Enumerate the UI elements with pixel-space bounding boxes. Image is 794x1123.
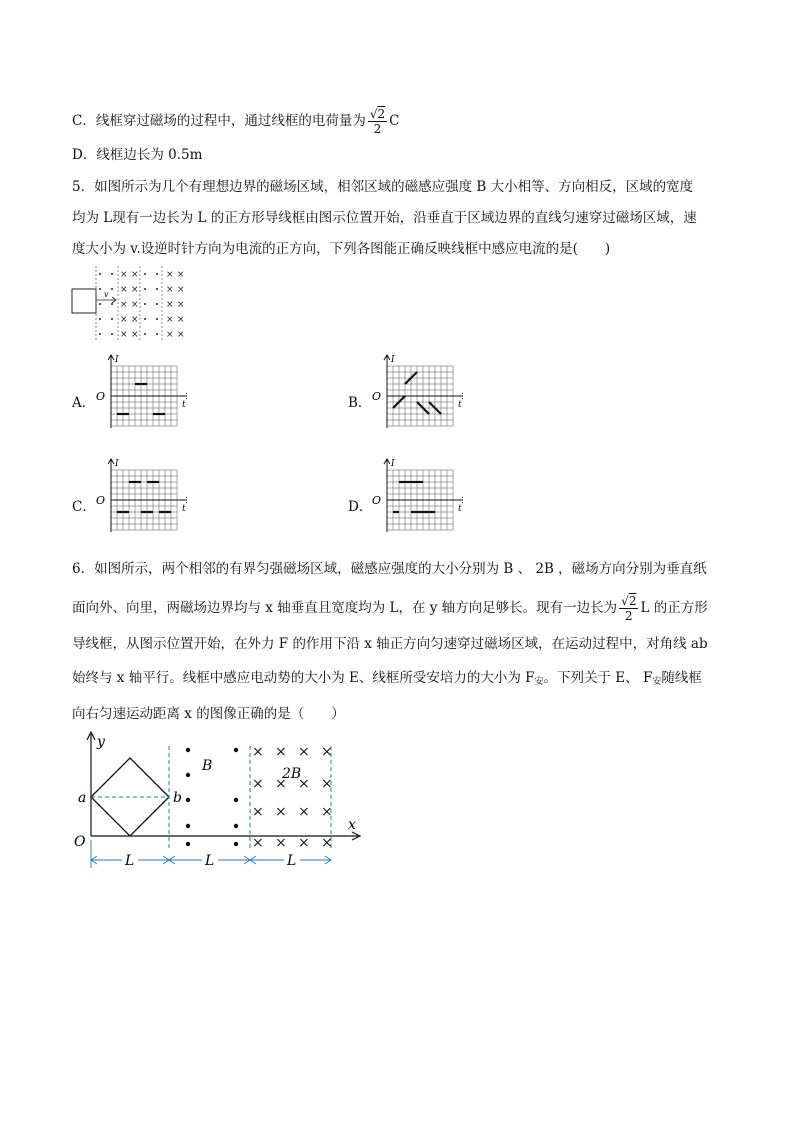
- option-c-label[interactable]: C．: [72, 499, 96, 515]
- fraction-denominator: 2: [373, 122, 382, 136]
- field-cross: ×: [120, 330, 128, 340]
- option-b-label[interactable]: B．: [348, 395, 372, 411]
- field-cross: ×: [177, 300, 185, 310]
- field-dot: [144, 318, 146, 320]
- field-dot: [99, 303, 101, 305]
- field-dot: [99, 318, 101, 320]
- t-axis-label: t: [182, 504, 186, 514]
- q6-line-5: 向右匀速运动距离 x 的图像正确的是（ ）: [72, 706, 345, 722]
- field-cross: ×: [321, 835, 333, 851]
- field-dot: [186, 824, 190, 828]
- ampere-subscript-1: 安: [534, 677, 544, 687]
- velocity-label: v: [104, 290, 109, 299]
- q6-line-2-post: L 的正方形: [640, 600, 708, 616]
- side-numerator: 2: [628, 594, 637, 608]
- field-cross: ×: [321, 776, 333, 792]
- field-dot: [99, 288, 101, 290]
- field-cross: ×: [321, 804, 333, 820]
- option-c-text: C．线框穿过磁场的过程中，通过线框的电荷量为: [72, 113, 366, 129]
- point-a-label: a: [78, 790, 87, 806]
- field-cross: ×: [275, 835, 287, 851]
- field-cross: ×: [131, 300, 139, 310]
- field-cross: ×: [177, 270, 185, 280]
- field-dot: [111, 273, 113, 275]
- field-cross: ×: [166, 285, 174, 295]
- q6-line-3: 导线框，从图示位置开始，在外力 F 的作用下沿 x 轴正方向匀速穿过磁场区域，在运动过程中，对角线 ab: [72, 636, 708, 652]
- field-dot: [144, 303, 146, 305]
- width-label-1: L: [125, 853, 135, 869]
- origin-label: O: [372, 494, 382, 507]
- field-cross: ×: [166, 300, 174, 310]
- graph-d[interactable]: [368, 456, 463, 544]
- q5-line-1: 5．如图所示为几个有理想边界的磁场区域，相邻区域的磁感应强度 B 大小相等、方向相反，区域的宽度: [72, 179, 694, 195]
- field-cross: ×: [252, 835, 264, 851]
- origin-label: O: [96, 494, 106, 507]
- y-axis-label: y: [97, 734, 105, 750]
- i-axis-label: I: [115, 459, 119, 469]
- point-b-label: b: [173, 790, 182, 806]
- field-cross: ×: [166, 270, 174, 280]
- field-cross: ×: [166, 315, 174, 325]
- field-cross: ×: [275, 776, 287, 792]
- field-cross: ×: [131, 315, 139, 325]
- field-dot: [156, 318, 158, 320]
- option-a-label[interactable]: A．: [72, 395, 96, 411]
- field-cross: ×: [177, 285, 185, 295]
- field-cross: ×: [298, 776, 310, 792]
- field-dot: [111, 333, 113, 335]
- i-axis-label: I: [391, 459, 395, 469]
- q6-line-2-pre: 面向外、向里，两磁场边界均与 x 轴垂直且宽度均为 L，在 y 轴方向足够长。现有一边长为: [72, 600, 618, 616]
- t-axis-label: t: [458, 400, 462, 410]
- field-cross: ×: [177, 315, 185, 325]
- field-crosses-in: [120, 270, 185, 340]
- field-dot: [156, 333, 158, 335]
- field-cross: ×: [252, 776, 264, 792]
- field-cross: ×: [252, 744, 264, 760]
- side-denominator: 2: [625, 609, 633, 623]
- q6-line-4-pre: 始终与 x 轴平行。线框中感应电动势的大小为 E、线框所受安培力的大小为 F: [72, 670, 535, 686]
- q6-line-4: [72, 668, 702, 692]
- i-axis-label: I: [115, 355, 119, 365]
- width-label-3: L: [287, 853, 297, 869]
- field-2b-label: 2B: [282, 766, 302, 782]
- i-axis-label: I: [391, 355, 395, 365]
- field-dot: [156, 288, 158, 290]
- sqrt2-over-2-side: $\frac{√2}{2}$: [621, 594, 637, 623]
- field-dot: [156, 303, 158, 305]
- field-cross: ×: [131, 270, 139, 280]
- width-label-2: L: [205, 853, 215, 869]
- field-dot: [99, 273, 101, 275]
- field-cross: ×: [166, 330, 174, 340]
- field-cross: ×: [131, 285, 139, 295]
- t-axis-label: t: [182, 400, 186, 410]
- field-dot: [234, 824, 238, 828]
- field-dot: [156, 273, 158, 275]
- field-cross: ×: [252, 804, 264, 820]
- field-cross: ×: [120, 300, 128, 310]
- field-dot: [144, 273, 146, 275]
- q5-field-figure: [70, 262, 195, 344]
- field-cross: ×: [177, 330, 185, 340]
- origin-label: O: [96, 390, 106, 403]
- field-dot: [111, 318, 113, 320]
- option-c: [72, 107, 399, 136]
- field-cross: ×: [298, 804, 310, 820]
- option-d: D．线框边长为 0.5m: [72, 147, 203, 163]
- graph-b[interactable]: [368, 352, 463, 440]
- field-dot: [144, 333, 146, 335]
- field-cross: ×: [120, 285, 128, 295]
- q6-line-2: [72, 594, 708, 623]
- field-dot: [234, 748, 238, 752]
- x-axis-label: x: [348, 817, 356, 833]
- field-dot: [186, 842, 190, 846]
- option-c-unit: C: [389, 113, 400, 129]
- origin-label: O: [74, 834, 86, 850]
- field-cross: ×: [120, 270, 128, 280]
- field-dot: [111, 288, 113, 290]
- field-dot: [186, 748, 190, 752]
- q5-line-2: 均为 L现有一边长为 L 的正方形导线框由图示位置开始，沿垂直于区域边界的直线匀速穿过磁场区域，速: [72, 210, 697, 226]
- field-b-label: B: [202, 758, 213, 774]
- field-dot: [234, 798, 238, 802]
- option-d-label[interactable]: D．: [348, 499, 373, 515]
- field-dot: [186, 798, 190, 802]
- field-cross: ×: [275, 744, 287, 760]
- q6-line-4-mid: 。下列关于 E、 F: [543, 670, 653, 686]
- q6-field-figure: [70, 728, 370, 876]
- field-dot: [144, 288, 146, 290]
- graph-c[interactable]: [92, 456, 187, 544]
- field-dot: [111, 303, 113, 305]
- field-cross: ×: [321, 744, 333, 760]
- field-dot: [99, 333, 101, 335]
- origin-label: O: [372, 390, 382, 403]
- ampere-subscript-2: 安: [652, 677, 662, 687]
- field-cross: ×: [298, 835, 310, 851]
- graph-a[interactable]: [92, 352, 187, 440]
- q5-line-3: 度大小为 v.设逆时针方向为电流的正方向，下列各图能正确反映线框中感应电流的是( ): [72, 241, 611, 257]
- field-dots-out: [99, 273, 158, 335]
- field-dot: [186, 773, 190, 777]
- sqrt2-over-2-fraction: $\frac{√2}{2}$: [369, 107, 386, 136]
- field-cross: ×: [275, 804, 287, 820]
- field-dot: [234, 842, 238, 846]
- fraction-numerator: 2: [377, 107, 386, 121]
- t-axis-label: t: [458, 504, 462, 514]
- field-cross: ×: [120, 315, 128, 325]
- field-cross: ×: [298, 744, 310, 760]
- q6-line-1: 6．如图所示，两个相邻的有界匀强磁场区域，磁感应强度的大小分别为 B 、 2B ，磁场方向分别为垂直纸: [72, 561, 707, 577]
- q6-line-4-post: 随线框: [661, 670, 702, 686]
- field-cross: ×: [131, 330, 139, 340]
- field-2b-crosses: [252, 744, 333, 851]
